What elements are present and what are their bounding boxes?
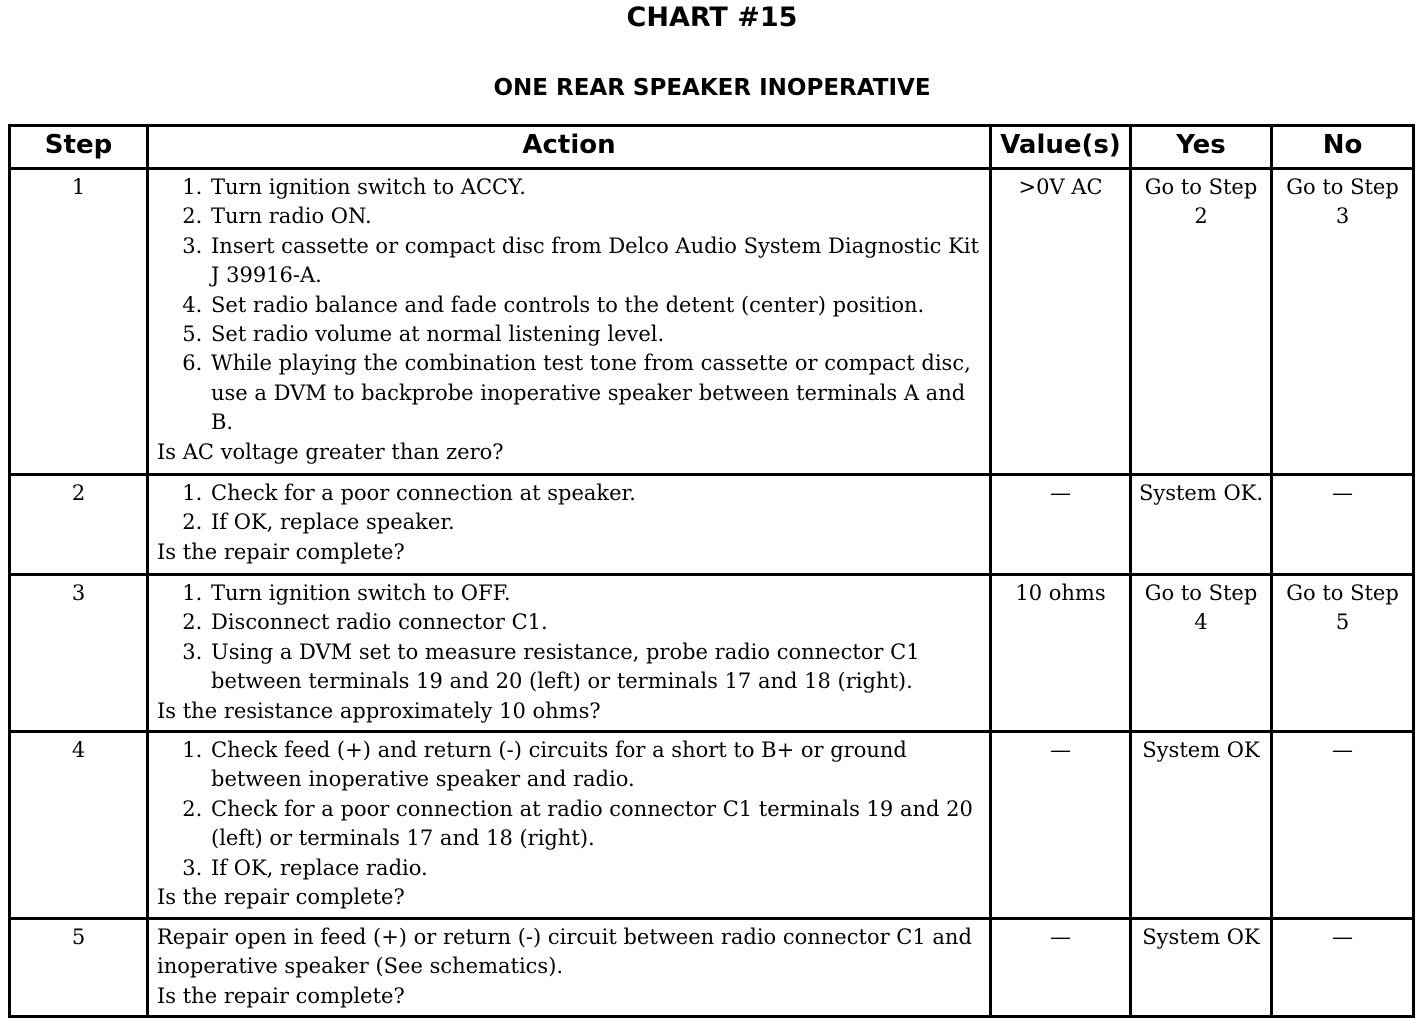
action-list bbox=[157, 736, 979, 883]
action-item: 1. Turn ignition switch to ACCY. bbox=[209, 173, 979, 202]
action-cell bbox=[148, 919, 991, 1017]
action-item: 3. Insert cassette or compact disc from Delco Audio System Diagnostic Kit J 39916-A. bbox=[209, 232, 979, 291]
action-list bbox=[157, 479, 979, 538]
page-subtitle: ONE REAR SPEAKER INOPERATIVE bbox=[493, 75, 931, 101]
no-cell: — bbox=[1272, 732, 1414, 919]
table-row bbox=[10, 169, 1414, 475]
step-number: 3 bbox=[10, 575, 148, 732]
header-step: Step bbox=[10, 126, 148, 169]
action-list bbox=[157, 579, 979, 697]
no-cell: — bbox=[1272, 919, 1414, 1017]
yes-cell: System OK. bbox=[1131, 475, 1272, 575]
value-cell: >0V AC bbox=[991, 169, 1131, 475]
action-item: 1. Turn ignition switch to OFF. bbox=[209, 579, 979, 608]
no-cell: Go to Step 5 bbox=[1272, 575, 1414, 732]
action-cell bbox=[148, 169, 991, 475]
yes-cell: Go to Step 2 bbox=[1131, 169, 1272, 475]
action-item: 1. Check for a poor connection at speaker. bbox=[209, 479, 979, 508]
step-number: 2 bbox=[10, 475, 148, 575]
action-item: 2. If OK, replace speaker. bbox=[209, 508, 979, 537]
action-item: 2. Disconnect radio connector C1. bbox=[209, 608, 979, 637]
header-yes: Yes bbox=[1131, 126, 1272, 169]
action-item: 1. Check feed (+) and return (-) circuits for a short to B+ or ground between inoperative speaker and radio. bbox=[209, 736, 979, 795]
action-question: Is the repair complete? bbox=[157, 983, 405, 1008]
action-list bbox=[157, 173, 979, 438]
value-cell: — bbox=[991, 475, 1131, 575]
yes-cell: System OK bbox=[1131, 919, 1272, 1017]
yes-cell: System OK bbox=[1131, 732, 1272, 919]
yes-cell: Go to Step 4 bbox=[1131, 575, 1272, 732]
diagnostic-table bbox=[8, 124, 1415, 1018]
action-cell bbox=[148, 575, 991, 732]
header-action: Action bbox=[148, 126, 991, 169]
table-row bbox=[10, 919, 1414, 1017]
action-item: 3. Using a DVM set to measure resistance, probe radio connector C1 between terminals 19 and 20 (left) or terminals 17 and 18 (right). bbox=[209, 638, 979, 697]
step-number: 5 bbox=[10, 919, 148, 1017]
no-cell: Go to Step 3 bbox=[1272, 169, 1414, 475]
table-body bbox=[10, 169, 1414, 1017]
action-cell bbox=[148, 475, 991, 575]
action-text: Repair open in feed (+) or return (-) circuit between radio connector C1 and inoperative speaker (See schematics). bbox=[157, 925, 972, 979]
action-question: Is the resistance approximately 10 ohms? bbox=[157, 698, 601, 723]
no-cell: — bbox=[1272, 475, 1414, 575]
action-item: 3. If OK, replace radio. bbox=[209, 854, 979, 883]
value-cell: — bbox=[991, 732, 1131, 919]
page-title: CHART #15 bbox=[626, 2, 798, 33]
table-header-row bbox=[10, 126, 1414, 169]
action-item: 4. Set radio balance and fade controls to the detent (center) position. bbox=[209, 291, 979, 320]
action-cell bbox=[148, 732, 991, 919]
value-cell: 10 ohms bbox=[991, 575, 1131, 732]
action-question: Is the repair complete? bbox=[157, 539, 405, 564]
value-cell: — bbox=[991, 919, 1131, 1017]
header-no: No bbox=[1272, 126, 1414, 169]
action-item: 5. Set radio volume at normal listening level. bbox=[209, 320, 979, 349]
table-row bbox=[10, 732, 1414, 919]
step-number: 4 bbox=[10, 732, 148, 919]
action-item: 2. Turn radio ON. bbox=[209, 202, 979, 231]
step-number: 1 bbox=[10, 169, 148, 475]
table-row bbox=[10, 575, 1414, 732]
action-item: 2. Check for a poor connection at radio connector C1 terminals 19 and 20 (left) or terminals 17 and 18 (right). bbox=[209, 795, 979, 854]
action-question: Is the repair complete? bbox=[157, 885, 405, 910]
header-values: Value(s) bbox=[991, 126, 1131, 169]
action-item: 6. While playing the combination test tone from cassette or compact disc, use a DVM to backprobe inoperative speaker between terminals A and B. bbox=[209, 349, 979, 437]
action-question: Is AC voltage greater than zero? bbox=[157, 439, 504, 464]
table-row bbox=[10, 475, 1414, 575]
